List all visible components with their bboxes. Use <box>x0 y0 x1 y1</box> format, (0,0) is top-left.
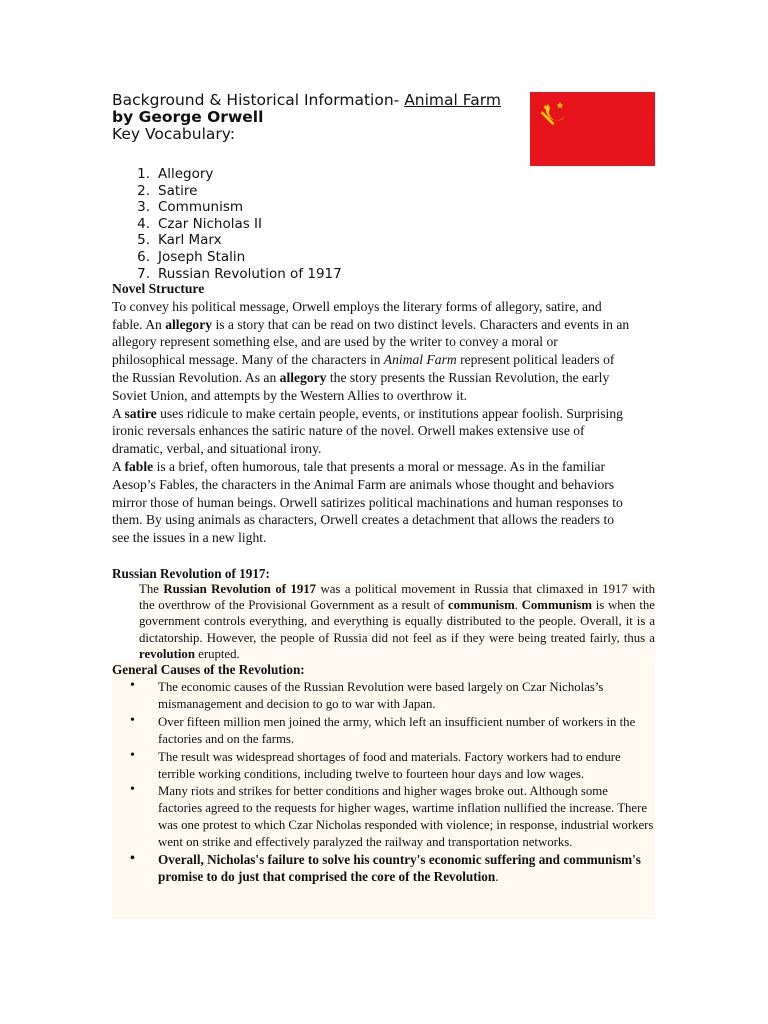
list-item-number: 3. <box>137 199 150 216</box>
bullet-icon: • <box>130 782 135 798</box>
list-item-number: 2. <box>137 182 150 199</box>
list-item <box>112 749 655 783</box>
list-item-text: Czar Nicholas II <box>158 215 263 232</box>
bullet-icon: • <box>130 678 135 693</box>
bold-term: allegory <box>279 369 327 385</box>
paragraph-fable <box>112 458 632 547</box>
list-item <box>112 216 342 233</box>
bold-term: allegory <box>165 316 213 332</box>
paragraph-allegory <box>112 298 632 405</box>
list-item-text: Karl Marx <box>158 232 222 249</box>
bullet-icon: • <box>130 747 135 763</box>
list-item-text: Satire <box>158 182 198 199</box>
list-item-text: Communism <box>158 199 244 216</box>
bold-term: revolution <box>139 646 195 661</box>
text-run: . <box>514 598 522 613</box>
list-item <box>112 852 655 886</box>
title-link-animal-farm[interactable]: Animal Farm <box>404 91 501 109</box>
bullet-icon: • <box>130 712 135 728</box>
list-item-number: 6. <box>137 248 150 265</box>
list-item <box>112 249 342 266</box>
section-heading-russian-revolution: Russian Revolution of 1917: <box>112 566 270 581</box>
author-line: by George Orwell <box>112 108 264 126</box>
novel-structure-section <box>112 280 632 547</box>
list-item-number: 7. <box>137 265 150 282</box>
text-run: . <box>495 868 499 884</box>
list-item-number: 1. <box>137 166 150 182</box>
text-run: represent political leaders of the Russian Revolution. As an <box>112 352 615 385</box>
list-item <box>112 679 655 713</box>
bold-term: Russian Revolution of 1917 <box>163 582 317 596</box>
text-run: uses ridicule to make certain people, events, or institutions appear foolish. Surprising ironic reversals enhances the satiric nature of the novel. Orwell makes extensive use of dramatic, verbal, and situational irony. <box>112 405 623 457</box>
text-run: The <box>139 582 164 596</box>
list-item-text: The economic causes of the Russian Revolution were based largely on Czar Nicholas’s mismanagement and decision to go to war with Japan. <box>158 680 604 711</box>
text-run: A <box>112 458 125 474</box>
list-item <box>112 183 342 200</box>
causes-list <box>112 679 655 887</box>
list-item-text: Allegory <box>158 166 214 182</box>
text-run: is when the government controls everything, and everything is equally distributed to the people. Overall, it is a dictatorship. However, the people of Russia did not feel as if they were being treated fairly, thus a <box>139 598 655 645</box>
paragraph-russian-revolution <box>139 581 655 662</box>
section-heading-causes: General Causes of the Revolution: <box>112 662 305 677</box>
text-run: A <box>112 405 125 421</box>
bold-term: communism <box>447 598 515 613</box>
paragraph-satire <box>112 405 632 458</box>
list-item-number: 5. <box>137 232 150 249</box>
list-item <box>112 232 342 249</box>
bold-term: Communism <box>521 598 593 613</box>
list-item <box>112 199 342 216</box>
bullet-icon: • <box>130 851 135 867</box>
list-item <box>112 714 655 748</box>
document-title <box>112 92 512 143</box>
soviet-flag-image <box>530 92 655 166</box>
bold-term: satire <box>124 405 157 421</box>
title-text: Background & Historical Information- <box>112 91 405 109</box>
hammer-and-sickle-icon <box>538 100 570 132</box>
list-item-text: The result was widespread shortages of food and materials. Factory workers had to endure terrible working conditions, including twelve to fourteen hour days and low wages. <box>158 749 621 781</box>
vocab-heading: Key Vocabulary <box>112 125 230 143</box>
text-run: the story presents the Russian Revolution, the early Soviet Union, and attempts by the Western Allies to overthrow it. <box>112 369 610 403</box>
list-item <box>112 783 655 851</box>
text-run: was a political movement in Russia that climaxed in 1917 with the overthrow of the Provisional Government as a result of <box>139 582 655 613</box>
text-run: To convey his political message, Orwell employs the literary forms of allegory, satire, and fable. An <box>112 298 602 332</box>
italic-title: Animal Farm <box>383 352 457 368</box>
list-item-text: Joseph Stalin <box>158 248 246 265</box>
list-item-text: Russian Revolution of 1917 <box>158 265 342 282</box>
vocabulary-list <box>112 166 342 282</box>
section-heading-novel-structure: Novel Structure <box>112 281 205 296</box>
text-run: erupted. <box>194 646 240 661</box>
list-item-text: Many riots and strikes for better conditions and higher wages broke out. Although some factories agreed to the requests for higher wages, wartime inflation nullified the increase. There was one protest to which Czar Nicholas responded with violence; in response, industrial workers went on strike and effectively paralyzed the railway and transportation networks. <box>158 784 654 850</box>
list-item-text: Over fifteen million men joined the army, which left an insufficient number of workers in the factories and on the farms. <box>158 714 636 746</box>
vocab-heading-colon: : <box>229 125 236 143</box>
list-item <box>112 166 342 183</box>
list-item-number: 4. <box>137 215 150 232</box>
text-run: is a story that can be read on two distinct levels. Characters and events in an allegory represent something else, and are used by the writer to convey a moral or philosophical message. Many of the characters in <box>112 316 630 368</box>
text-run: is a brief, often humorous, tale that presents a moral or message. As in the familiar Aesop’s Fables, the characters in the Animal Farm are animals whose thought and behaviors mirror those of human beings. Orwell satirizes political machinations and human responses to them. By using animals as characters, Orwell creates a detachment that allows the readers to see the issues in a new light. <box>112 458 623 546</box>
list-item-text: Overall, Nicholas's failure to solve his country's economic suffering and communism's promise to do just that comprised the core of the Revolution <box>158 852 641 884</box>
bold-term: fable <box>124 458 154 474</box>
